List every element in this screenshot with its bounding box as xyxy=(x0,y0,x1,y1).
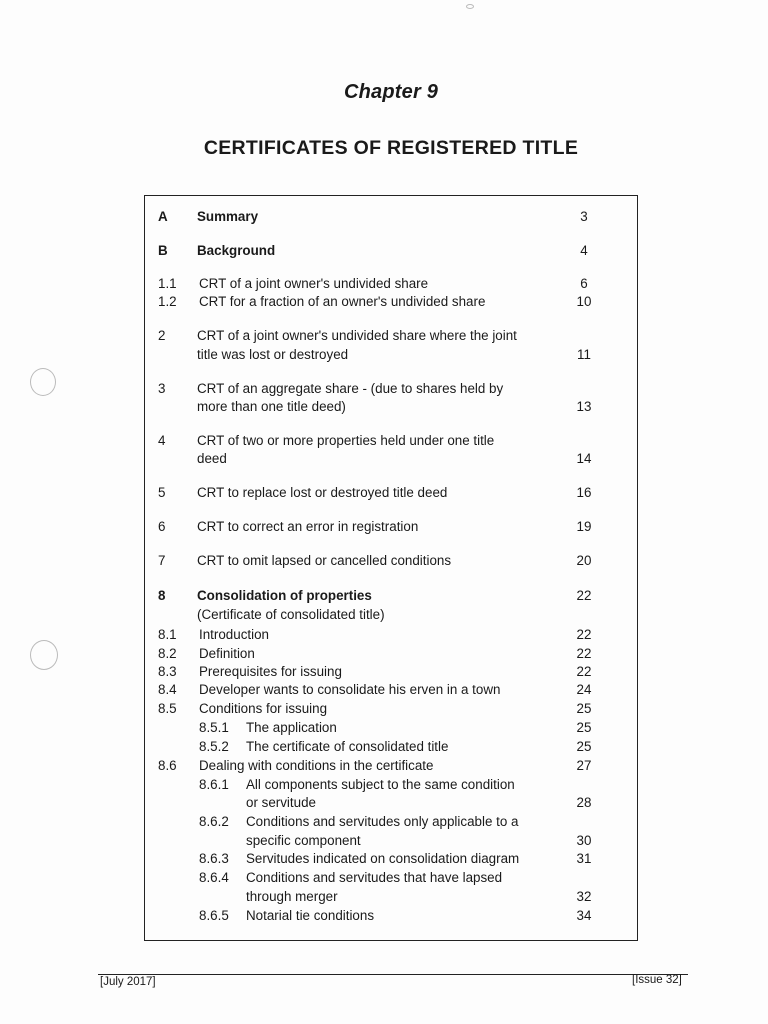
toc-entry-number: 8.6.1 xyxy=(199,777,229,792)
toc-entry-page: 28 xyxy=(576,795,592,810)
toc-entry-page: 25 xyxy=(576,739,592,754)
toc-entry-number: 8 xyxy=(158,588,166,603)
toc-entry-page: 10 xyxy=(576,294,592,309)
toc-entry-title: CRT to replace lost or destroyed title deed xyxy=(197,485,448,500)
toc-entry-page: 25 xyxy=(576,701,592,716)
toc-entry-title: The certificate of consolidated title xyxy=(246,739,449,754)
toc-entry-number: 1.2 xyxy=(158,294,177,309)
toc-entry xyxy=(145,293,637,311)
toc-entry xyxy=(145,888,637,906)
page-title: CERTIFICATES OF REGISTERED TITLE xyxy=(203,137,579,159)
toc-entry xyxy=(145,700,637,718)
toc-entry-page: 32 xyxy=(576,889,592,904)
toc-entry-number: 2 xyxy=(158,328,166,343)
toc-entry-page: 27 xyxy=(576,758,592,773)
toc-entry-title: CRT to omit lapsed or cancelled conditions xyxy=(197,553,452,568)
toc-entry-title: All components subject to the same condition xyxy=(246,777,515,792)
toc-entry xyxy=(145,398,637,416)
toc-entry-page: 3 xyxy=(580,209,588,224)
toc-entry-title: Consolidation of properties xyxy=(197,588,372,603)
toc-entry-number: 8.5.1 xyxy=(199,720,229,735)
toc-entry xyxy=(145,719,637,737)
footer-date: [July 2017] xyxy=(100,976,156,988)
toc-entry-page: 24 xyxy=(576,682,592,697)
toc-entry xyxy=(145,626,637,644)
toc-entry xyxy=(145,850,637,868)
toc-entry-page: 34 xyxy=(576,908,592,923)
toc-entry xyxy=(145,327,637,345)
toc-entry-title: specific component xyxy=(246,833,361,848)
toc-entry-number: 8.2 xyxy=(158,646,177,661)
toc-entry-number: 8.6.4 xyxy=(199,870,229,885)
footer-issue: [Issue 32] xyxy=(632,974,682,986)
toc-entry xyxy=(145,738,637,756)
toc-entry-number: 8.5 xyxy=(158,701,177,716)
toc-entry xyxy=(145,663,637,681)
table-of-contents xyxy=(144,195,638,941)
toc-entry xyxy=(145,208,637,226)
toc-entry-title: Prerequisites for issuing xyxy=(199,664,342,679)
toc-entry-title: CRT of two or more properties held under one title xyxy=(197,433,495,448)
toc-entry-number: B xyxy=(158,243,168,258)
toc-entry-title: Developer wants to consolidate his erven in a town xyxy=(199,682,501,697)
toc-entry-title: Background xyxy=(197,243,276,258)
toc-entry xyxy=(145,645,637,663)
toc-entry xyxy=(145,757,637,775)
punch-hole-mark-lower xyxy=(30,640,58,670)
toc-entry-number: 8.6.5 xyxy=(199,908,229,923)
toc-entry-number: 8.6 xyxy=(158,758,177,773)
toc-entry xyxy=(145,552,637,570)
toc-entry-page: 11 xyxy=(577,347,591,362)
toc-entry xyxy=(145,813,637,831)
toc-entry xyxy=(145,450,637,468)
toc-entry-title: through merger xyxy=(246,889,338,904)
toc-entry-page: 14 xyxy=(576,451,592,466)
toc-entry-page: 4 xyxy=(580,243,588,258)
toc-entry-title: deed xyxy=(197,451,227,466)
toc-entry-title: Conditions and servitudes that have lapsed xyxy=(246,870,503,885)
toc-entry xyxy=(145,380,637,398)
toc-entry-title: CRT to correct an error in registration xyxy=(197,519,419,534)
toc-entry-number: 8.3 xyxy=(158,664,177,679)
toc-entry xyxy=(145,907,637,925)
toc-entry-page: 25 xyxy=(576,720,592,735)
toc-entry-page: 20 xyxy=(576,553,592,568)
toc-entry-number: 8.4 xyxy=(158,682,177,697)
toc-entry-number: 5 xyxy=(158,485,166,500)
toc-entry-title: The application xyxy=(246,720,337,735)
toc-entry-page: 6 xyxy=(580,276,588,291)
toc-entry-page: 30 xyxy=(576,833,592,848)
toc-entry xyxy=(145,794,637,812)
toc-entry-title: CRT for a fraction of an owner's undivided share xyxy=(199,294,486,309)
footer-divider xyxy=(98,974,688,975)
toc-entry-number: A xyxy=(158,209,168,224)
toc-entry xyxy=(145,484,637,502)
toc-entry-title: Servitudes indicated on consolidation diagram xyxy=(246,851,520,866)
toc-entry xyxy=(145,869,637,887)
toc-entry-title: Notarial tie conditions xyxy=(246,908,375,923)
toc-entry-number: 8.5.2 xyxy=(199,739,229,754)
toc-entry-page: 22 xyxy=(576,588,592,603)
toc-entry-page: 19 xyxy=(576,519,592,534)
toc-entry-title: CRT of a joint owner's undivided share xyxy=(199,276,429,291)
toc-entry-number: 8.6.3 xyxy=(199,851,229,866)
toc-entry xyxy=(145,242,637,260)
toc-entry-number: 6 xyxy=(158,519,166,534)
toc-entry-page: 16 xyxy=(576,485,592,500)
toc-entry-number: 4 xyxy=(158,433,166,448)
toc-entry-title: CRT of a joint owner's undivided share where the joint xyxy=(197,328,517,343)
toc-entry-title: CRT of an aggregate share - (due to shares held by xyxy=(197,381,504,396)
toc-entry-title: or servitude xyxy=(246,795,316,810)
toc-entry-title: Conditions for issuing xyxy=(199,701,328,716)
toc-entry xyxy=(145,518,637,536)
toc-entry-title: Introduction xyxy=(199,627,269,642)
toc-entry xyxy=(145,275,637,293)
toc-entry xyxy=(145,606,637,624)
toc-entry xyxy=(145,776,637,794)
toc-entry-title: (Certificate of consolidated title) xyxy=(197,607,385,622)
scan-mark-top xyxy=(466,4,474,9)
toc-entry-number: 8.6.2 xyxy=(199,814,229,829)
toc-entry xyxy=(145,587,637,605)
toc-entry-page: 22 xyxy=(576,646,592,661)
toc-entry-number: 7 xyxy=(158,553,166,568)
toc-entry-page: 31 xyxy=(576,851,592,866)
toc-entry-title: Summary xyxy=(197,209,259,224)
toc-entry xyxy=(145,681,637,699)
toc-entry-title: Definition xyxy=(199,646,255,661)
toc-entry-title: Conditions and servitudes only applicable to a xyxy=(246,814,519,829)
toc-entry xyxy=(145,346,637,364)
toc-entry-page: 22 xyxy=(576,627,592,642)
toc-entry-number: 1.1 xyxy=(158,276,177,291)
toc-entry-title: title was lost or destroyed xyxy=(197,347,349,362)
toc-entry-title: more than one title deed) xyxy=(197,399,346,414)
chapter-heading: Chapter 9 xyxy=(343,81,439,103)
toc-entry-page: 13 xyxy=(576,399,592,414)
toc-entry xyxy=(145,432,637,450)
toc-entry-page: 22 xyxy=(576,664,592,679)
toc-entry-title: Dealing with conditions in the certificate xyxy=(199,758,434,773)
punch-hole-mark-upper xyxy=(30,368,56,396)
toc-entry-number: 8.1 xyxy=(158,627,177,642)
toc-entry-number: 3 xyxy=(158,381,166,396)
toc-entry xyxy=(145,832,637,850)
